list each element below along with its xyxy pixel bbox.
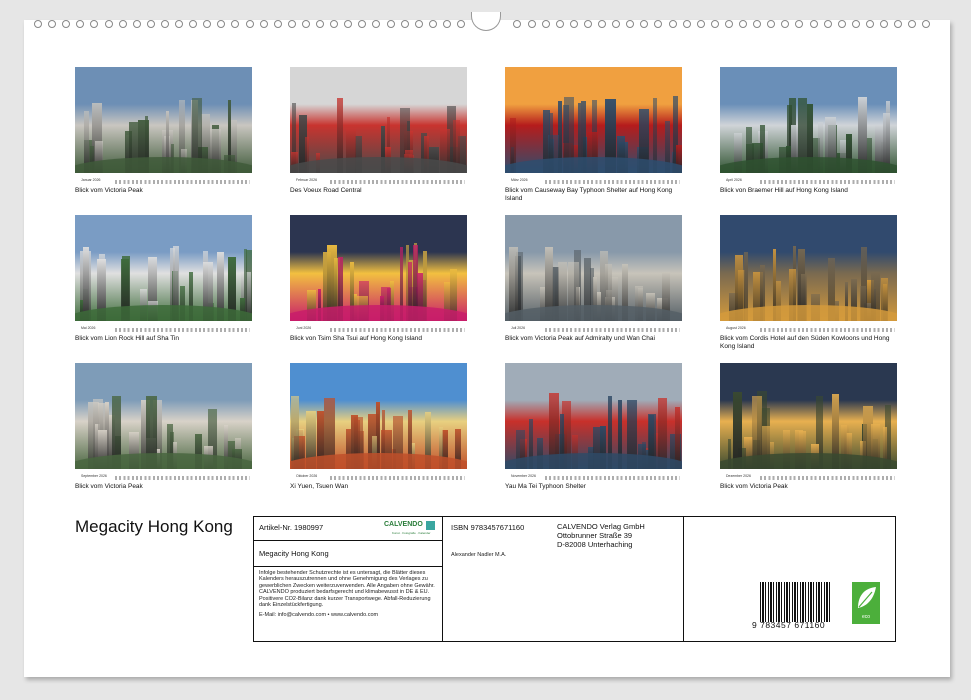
binding-hole bbox=[767, 20, 775, 28]
month-cell bbox=[290, 215, 467, 343]
binding-hole bbox=[429, 20, 437, 28]
contact-text: E-Mail: info@calvendo.com • www.calvendo.com bbox=[259, 612, 379, 618]
foreground-hill bbox=[505, 157, 682, 173]
binding-hole bbox=[260, 20, 268, 28]
binding-hole bbox=[838, 20, 846, 28]
month-cell bbox=[505, 67, 682, 202]
binding-hole bbox=[372, 20, 380, 28]
binding-hole bbox=[316, 20, 324, 28]
binding-hole bbox=[457, 20, 465, 28]
month-photo bbox=[720, 67, 897, 173]
month-cell bbox=[720, 67, 897, 195]
binding-hole bbox=[612, 20, 620, 28]
binding-hole bbox=[330, 20, 338, 28]
binding-hole bbox=[358, 20, 366, 28]
publisher-city: D-82008 Unterhaching bbox=[557, 540, 633, 549]
binding-hole bbox=[147, 20, 155, 28]
spiral-binding bbox=[24, 14, 950, 34]
month-caption: Yau Ma Tei Typhoon Shelter bbox=[505, 483, 586, 490]
month-photo bbox=[75, 215, 252, 321]
foreground-hill bbox=[505, 305, 682, 321]
foreground-hill bbox=[75, 305, 252, 321]
month-photo bbox=[290, 363, 467, 469]
month-day-row bbox=[720, 323, 897, 333]
binding-hole bbox=[344, 20, 352, 28]
isbn: ISBN 9783457671160 bbox=[451, 523, 525, 532]
month-name: August 2026 bbox=[726, 326, 746, 330]
binding-hole bbox=[556, 20, 564, 28]
author: Alexander Nadler M.A. bbox=[451, 552, 507, 558]
binding-hole bbox=[781, 20, 789, 28]
month-caption: Des Voeux Road Central bbox=[290, 187, 362, 194]
month-day-row bbox=[75, 323, 252, 333]
binding-hole bbox=[415, 20, 423, 28]
month-cell bbox=[720, 215, 897, 350]
month-name: März 2026 bbox=[511, 178, 528, 182]
month-name: Oktober 2026 bbox=[296, 474, 318, 478]
publisher-box bbox=[443, 517, 684, 641]
legal-box bbox=[254, 567, 443, 641]
month-day-row bbox=[75, 175, 252, 185]
binding-hole bbox=[711, 20, 719, 28]
month-day-row bbox=[720, 471, 897, 481]
binding-hole bbox=[640, 20, 648, 28]
binding-hole bbox=[217, 20, 225, 28]
binding-hole bbox=[542, 20, 550, 28]
month-caption: Blick vom Victoria Peak auf Admiralty und Wan Chai bbox=[505, 335, 655, 342]
foreground-hill bbox=[720, 157, 897, 173]
binding-hole bbox=[683, 20, 691, 28]
calvendo-logo-mark bbox=[426, 521, 435, 530]
month-caption: Xi Yuen, Tsuen Wan bbox=[290, 483, 349, 490]
foreground-hill bbox=[505, 453, 682, 469]
month-photo bbox=[720, 363, 897, 469]
foreground-hill bbox=[290, 453, 467, 469]
day-numbers bbox=[760, 180, 895, 184]
month-photo bbox=[720, 215, 897, 321]
day-numbers bbox=[115, 180, 250, 184]
month-photo bbox=[505, 67, 682, 173]
calendar-title: Megacity Hong Kong bbox=[75, 517, 233, 536]
binding-hole bbox=[189, 20, 197, 28]
month-caption: Blick vom Cordis Hotel auf den Süden Kowloons und Hong Kong Island bbox=[720, 335, 890, 350]
legal-text: Infolge bestehender Schutzrechte ist es untersagt, die Blätter dieses Kalenders herauszutrennen und ohne Genehmigung des Verlages zu gewerblichen Zwecken weiterzuverwenden. Alle Angaben ohne Gewähr. CALVENDO produziert bedarfsgerecht und klimabewusst in DE & EU. Positivere CO2-Bilanz dank kurzer Transportwege. Abfall-Reduzierung dank Einzelstückfertigung. bbox=[259, 570, 435, 609]
info-panel bbox=[253, 516, 896, 642]
month-caption: Blick von Braemer Hill auf Hong Kong Island bbox=[720, 187, 848, 194]
month-name: September 2026 bbox=[81, 474, 107, 478]
day-numbers bbox=[545, 180, 680, 184]
month-day-row bbox=[290, 323, 467, 333]
calvendo-logo: CALVENDO bbox=[384, 521, 423, 528]
month-photo bbox=[505, 363, 682, 469]
month-day-row bbox=[505, 323, 682, 333]
foreground-hill bbox=[290, 157, 467, 173]
binding-hole bbox=[654, 20, 662, 28]
binding-hole bbox=[119, 20, 127, 28]
publisher-street: Ottobrunner Straße 39 bbox=[557, 531, 633, 540]
day-numbers bbox=[330, 180, 465, 184]
month-caption: Blick vom Victoria Peak bbox=[75, 187, 143, 194]
month-cell bbox=[505, 215, 682, 343]
month-name: Dezember 2026 bbox=[726, 474, 751, 478]
month-day-row bbox=[290, 471, 467, 481]
month-cell bbox=[75, 363, 252, 491]
month-caption: Blick vom Victoria Peak bbox=[720, 483, 788, 490]
day-numbers bbox=[330, 476, 465, 480]
binding-hole bbox=[922, 20, 930, 28]
barcode-digits: 9 783457 671160 bbox=[752, 620, 826, 630]
month-cell bbox=[75, 215, 252, 343]
binding-hole bbox=[908, 20, 916, 28]
foreground-hill bbox=[720, 305, 897, 321]
binding-hole bbox=[880, 20, 888, 28]
binding-hole bbox=[894, 20, 902, 28]
day-numbers bbox=[330, 328, 465, 332]
binding-hole bbox=[795, 20, 803, 28]
binding-hole bbox=[528, 20, 536, 28]
barcode bbox=[760, 582, 832, 622]
month-day-row bbox=[720, 175, 897, 185]
binding-hole bbox=[443, 20, 451, 28]
binding-hole bbox=[90, 20, 98, 28]
month-name: Februar 2026 bbox=[296, 178, 318, 182]
hanger-hook bbox=[471, 12, 501, 31]
month-caption: Blick vom Victoria Peak bbox=[75, 483, 143, 490]
binding-hole bbox=[725, 20, 733, 28]
binding-hole bbox=[598, 20, 606, 28]
binding-hole bbox=[824, 20, 832, 28]
binding-hole bbox=[175, 20, 183, 28]
month-photo bbox=[75, 67, 252, 173]
month-photo bbox=[290, 67, 467, 173]
binding-hole bbox=[203, 20, 211, 28]
day-numbers bbox=[760, 328, 895, 332]
month-name: November 2026 bbox=[511, 474, 536, 478]
calvendo-logo-tagline: Kunst · Fotografie · Kalender bbox=[392, 531, 431, 535]
binding-hole bbox=[246, 20, 254, 28]
binding-hole bbox=[739, 20, 747, 28]
binding-hole bbox=[302, 20, 310, 28]
month-day-row bbox=[75, 471, 252, 481]
foreground-hill bbox=[290, 305, 467, 321]
binding-hole bbox=[753, 20, 761, 28]
day-numbers bbox=[545, 476, 680, 480]
month-photo bbox=[505, 215, 682, 321]
binding-hole bbox=[62, 20, 70, 28]
binding-hole bbox=[852, 20, 860, 28]
binding-hole bbox=[161, 20, 169, 28]
calendar-sheet bbox=[24, 20, 950, 677]
month-name: Mai 2026 bbox=[81, 326, 96, 330]
foreground-hill bbox=[75, 453, 252, 469]
publisher-name: CALVENDO Verlag GmbH bbox=[557, 522, 645, 531]
binding-hole bbox=[34, 20, 42, 28]
month-name: Juni 2026 bbox=[296, 326, 312, 330]
day-numbers bbox=[115, 476, 250, 480]
month-caption: Blick vom Lion Rock Hill auf Sha Tin bbox=[75, 335, 180, 342]
foreground-hill bbox=[720, 453, 897, 469]
binding-hole bbox=[697, 20, 705, 28]
month-cell bbox=[290, 363, 467, 491]
day-numbers bbox=[545, 328, 680, 332]
binding-hole bbox=[866, 20, 874, 28]
binding-hole bbox=[584, 20, 592, 28]
eco-badge bbox=[852, 582, 880, 624]
month-cell bbox=[505, 363, 682, 491]
binding-hole bbox=[133, 20, 141, 28]
binding-hole bbox=[387, 20, 395, 28]
binding-hole bbox=[669, 20, 677, 28]
eco-label: eco bbox=[861, 614, 871, 620]
month-name: Juli 2026 bbox=[511, 326, 526, 330]
binding-hole bbox=[810, 20, 818, 28]
skyline-building bbox=[291, 396, 299, 469]
month-photo bbox=[290, 215, 467, 321]
binding-hole bbox=[401, 20, 409, 28]
binding-hole bbox=[288, 20, 296, 28]
binding-hole bbox=[231, 20, 239, 28]
binding-hole bbox=[76, 20, 84, 28]
article-box bbox=[254, 517, 443, 541]
month-day-row bbox=[505, 471, 682, 481]
month-cell bbox=[290, 67, 467, 195]
day-numbers bbox=[760, 476, 895, 480]
month-caption: Blick von Tsim Sha Tsui auf Hong Kong Island bbox=[290, 335, 422, 342]
article-number: Artikel-Nr. 1980997 bbox=[259, 523, 324, 532]
month-name: April 2026 bbox=[726, 178, 742, 182]
month-day-row bbox=[505, 175, 682, 185]
month-day-row bbox=[290, 175, 467, 185]
binding-hole bbox=[513, 20, 521, 28]
month-cell bbox=[720, 363, 897, 491]
leaf-icon bbox=[852, 582, 880, 614]
product-title: Megacity Hong Kong bbox=[259, 549, 329, 558]
binding-hole bbox=[626, 20, 634, 28]
binding-hole bbox=[274, 20, 282, 28]
binding-hole bbox=[48, 20, 56, 28]
foreground-hill bbox=[75, 157, 252, 173]
day-numbers bbox=[115, 328, 250, 332]
month-photo bbox=[75, 363, 252, 469]
binding-hole bbox=[570, 20, 578, 28]
month-name: Januar 2026 bbox=[81, 178, 101, 182]
binding-hole bbox=[105, 20, 113, 28]
month-caption: Blick vom Causeway Bay Typhoon Shelter auf Hong Kong Island bbox=[505, 187, 673, 202]
product-title-box bbox=[254, 541, 443, 567]
month-cell bbox=[75, 67, 252, 195]
